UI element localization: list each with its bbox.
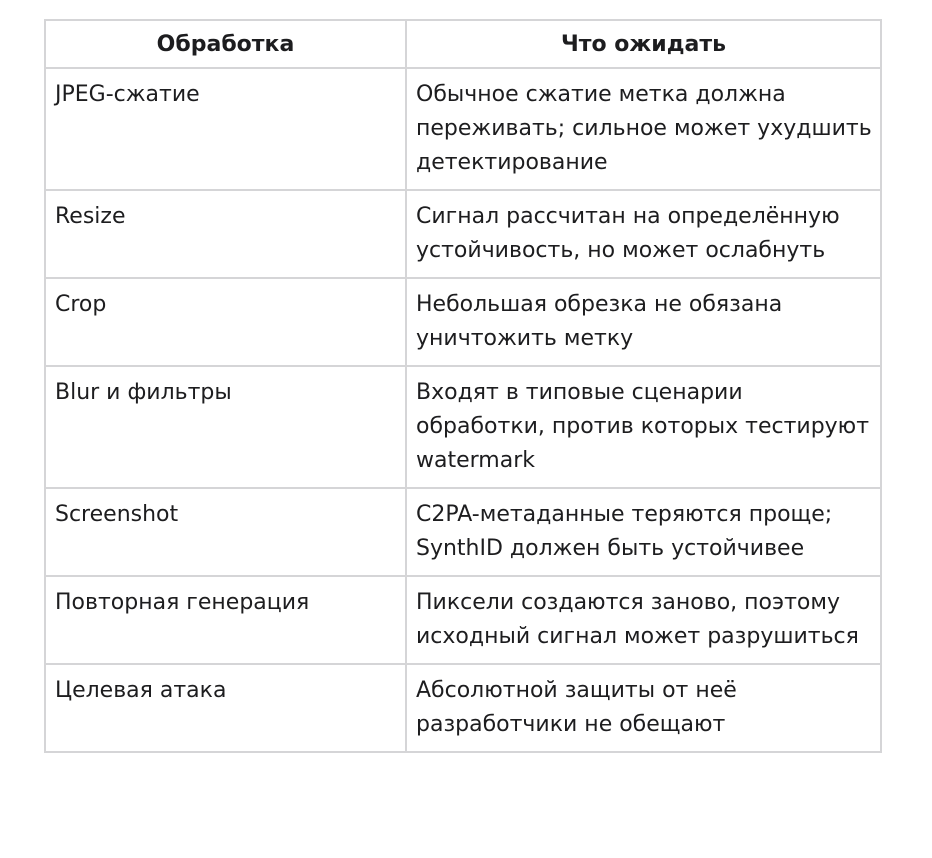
header-row	[45, 20, 881, 68]
cell-expectation: Пиксели создаются заново, поэтому исходный сигнал может разрушиться	[406, 576, 881, 664]
cell-expectation: Абсолютной защиты от неё разработчики не обещают	[406, 664, 881, 752]
cell-processing: Повторная генерация	[45, 576, 406, 664]
cell-processing: Целевая атака	[45, 664, 406, 752]
cell-expectation: Входят в типовые сценарии обработки, против которых тестируют watermark	[406, 366, 881, 488]
cell-processing: Blur и фильтры	[45, 366, 406, 488]
cell-processing: Crop	[45, 278, 406, 366]
table-row	[45, 576, 881, 664]
processing-table	[44, 19, 882, 753]
table-row	[45, 488, 881, 576]
table-row	[45, 664, 881, 752]
cell-processing: JPEG-сжатие	[45, 68, 406, 190]
processing-table-container	[44, 19, 880, 753]
cell-expectation: Небольшая обрезка не обязана уничтожить метку	[406, 278, 881, 366]
cell-processing: Resize	[45, 190, 406, 278]
cell-expectation: C2PA-метаданные теряются проще; SynthID должен быть устойчивее	[406, 488, 881, 576]
table-row	[45, 278, 881, 366]
table-header	[45, 20, 881, 68]
table-row	[45, 190, 881, 278]
cell-expectation: Сигнал рассчитан на определённую устойчивость, но может ослабнуть	[406, 190, 881, 278]
header-processing: Обработка	[45, 20, 406, 68]
table-body	[45, 68, 881, 752]
cell-processing: Screenshot	[45, 488, 406, 576]
table-row	[45, 68, 881, 190]
cell-expectation: Обычное сжатие метка должна переживать; сильное может ухудшить детектирование	[406, 68, 881, 190]
table-row	[45, 366, 881, 488]
header-expectation: Что ожидать	[406, 20, 881, 68]
